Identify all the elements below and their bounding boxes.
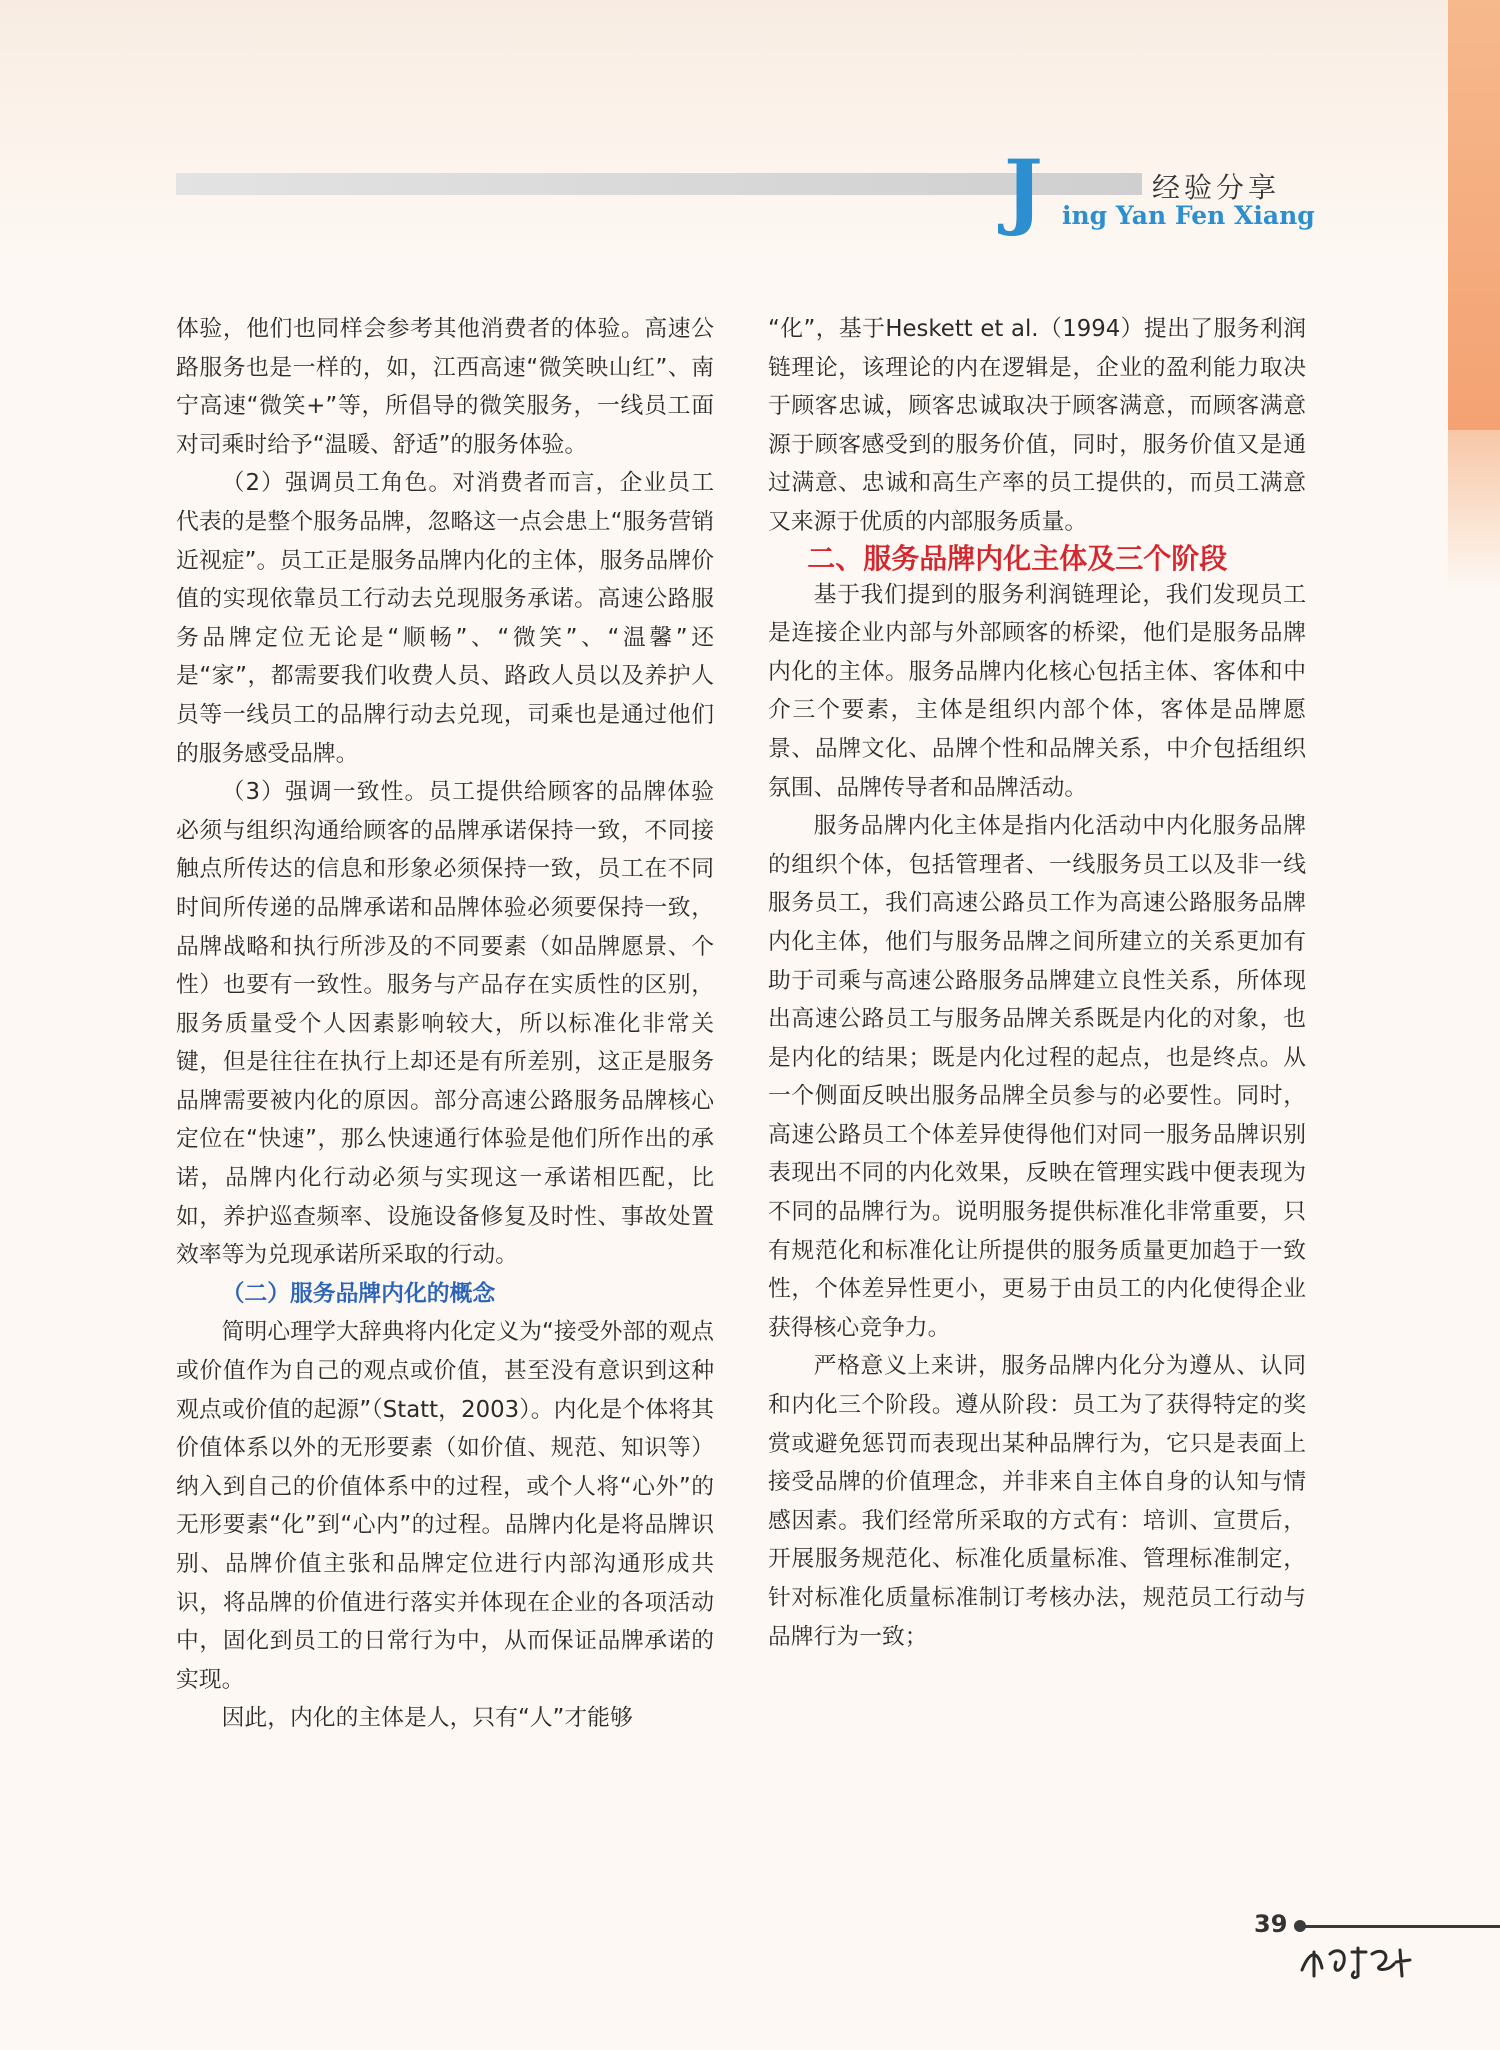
section-category-cn: 经验分享: [1152, 171, 1281, 204]
paragraph: （2）强调员工角色。对消费者而言，企业员工代表的是整个服务品牌，忽略这一点会患上“服务营销近视症”。员工正是服务品牌内化的主体，服务品牌价值的实现依靠员工行动去兑现服务承诺。高速公路服务品牌定位无论是“顺畅”、“微笑”、“温馨”还是“家”，都需要我们收费人员、路政人员以及养护人员等一线员工的品牌行动去兑现，司乘也是通过他们的服务感受品牌。: [176, 470, 714, 767]
section-category-en: ing Yan Fen Xiang: [1062, 201, 1315, 230]
paragraph: （3）强调一致性。员工提供给顾客的品牌体验必须与组织沟通给顾客的品牌承诺保持一致，不同接触点所传达的信息和形象必须保持一致，员工在不同时间所传递的品牌承诺和品牌体验必须要保持一致，品牌战略和执行所涉及的不同要素（如品牌愿景、个性）也要有一致性。服务与产品存在实质性的区别，服务质量受个人因素影响较大，所以标准化非常关键，但是往往在执行上却还是有所差别，这正是服务品牌需要被内化的原因。部分高速公路服务品牌核心定位在“快速”，那么快速通行体验是他们所作出的承诺，品牌内化行动必须与实现这一承诺相匹配，比如，养护巡查频率、设施设备修复及时性、事故处置效率等为兑现承诺所采取的行动。: [176, 779, 714, 1269]
left-column: [176, 310, 714, 1738]
header-initial-letter: J: [1004, 143, 1043, 239]
paragraph: 因此，内化的主体是人，只有“人”才能够: [221, 1705, 633, 1732]
footer-rule: [1300, 1925, 1500, 1928]
publication-logo-icon: [1296, 1940, 1416, 1984]
page-number: 39: [1254, 1910, 1288, 1938]
subsection-heading: （二）服务品牌内化的概念: [221, 1280, 496, 1307]
paragraph: 服务品牌内化主体是指内化活动中内化服务品牌的组织个体，包括管理者、一线服务员工以及非一线服务员工，我们高速公路员工作为高速公路服务品牌内化主体，他们与服务品牌之间所建立的关系更加有助于司乘与高速公路服务品牌建立良性关系，所体现出高速公路员工与服务品牌关系既是内化的对象，也是内化的结果；既是内化过程的起点，也是终点。从一个侧面反映出服务品牌全员参与的必要性。同时，高速公路员工个体差异使得他们对同一服务品牌识别表现出不同的内化效果，反映在管理实践中便表现为不同的品牌行为。说明服务提供标准化非常重要，只有规范化和标准化让所提供的服务质量更加趋于一致性，个体差异性更小，更易于由员工的内化使得企业获得核心竞争力。: [768, 813, 1306, 1341]
paragraph: 基于我们提到的服务利润链理论，我们发现员工是连接企业内部与外部顾客的桥梁，他们是服务品牌内化的主体。服务品牌内化核心包括主体、客体和中介三个要素，主体是组织内部个体，客体是品牌愿景、品牌文化、品牌个性和品牌关系，中介包括组织氛围、品牌传导者和品牌活动。: [768, 581, 1306, 801]
right-column: [768, 310, 1306, 1656]
paragraph: “化”，基于Heskett et al.（1994）提出了服务利润链理论，该理论的内在逻辑是，企业的盈利能力取决于顾客忠诚，顾客忠诚取决于顾客满意，而顾客满意源于顾客感受到的服务价值，同时，服务价值又是通过满意、忠诚和高生产率的员工提供的，而员工满意又来源于优质的内部服务质量。: [768, 316, 1306, 535]
side-color-tab-fade: [1448, 430, 1500, 590]
paragraph: 严格意义上来讲，服务品牌内化分为遵从、认同和内化三个阶段。遵从阶段：员工为了获得特定的奖赏或避免惩罚而表现出某种品牌行为，它只是表面上接受品牌的价值理念，并非来自主体自身的认知与情感因素。我们经常所采取的方式有：培训、宣贯后，开展服务规范化、标准化质量标准、管理标准制定，针对标准化质量标准制订考核办法，规范员工行动与品牌行为一致；: [768, 1353, 1306, 1650]
paragraph: 体验，他们也同样会参考其他消费者的体验。高速公路服务也是一样的，如，江西高速“微笑映山红”、南宁高速“微笑+”等，所倡导的微笑服务，一线员工面对司乘时给予“温暖、舒适”的服务体验。: [176, 316, 714, 458]
side-color-tab: [1448, 0, 1500, 430]
section-heading: 二、服务品牌内化主体及三个阶段: [807, 541, 1228, 575]
header-rule: [176, 173, 1142, 195]
paragraph: 简明心理学大辞典将内化定义为“接受外部的观点或价值作为自己的观点或价值，甚至没有意识到这种观点或价值的起源”（Statt，2003）。内化是个体将其价值体系以外的无形要素（如价值、规范、知识等）纳入到自己的价值体系中的过程，或个人将“心外”的无形要素“化”到“心内”的过程。品牌内化是将品牌识别、品牌价值主张和品牌定位进行内部沟通形成共识，将品牌的价值进行落实并体现在企业的各项活动中，固化到员工的日常行为中，从而保证品牌承诺的实现。: [176, 1319, 714, 1693]
